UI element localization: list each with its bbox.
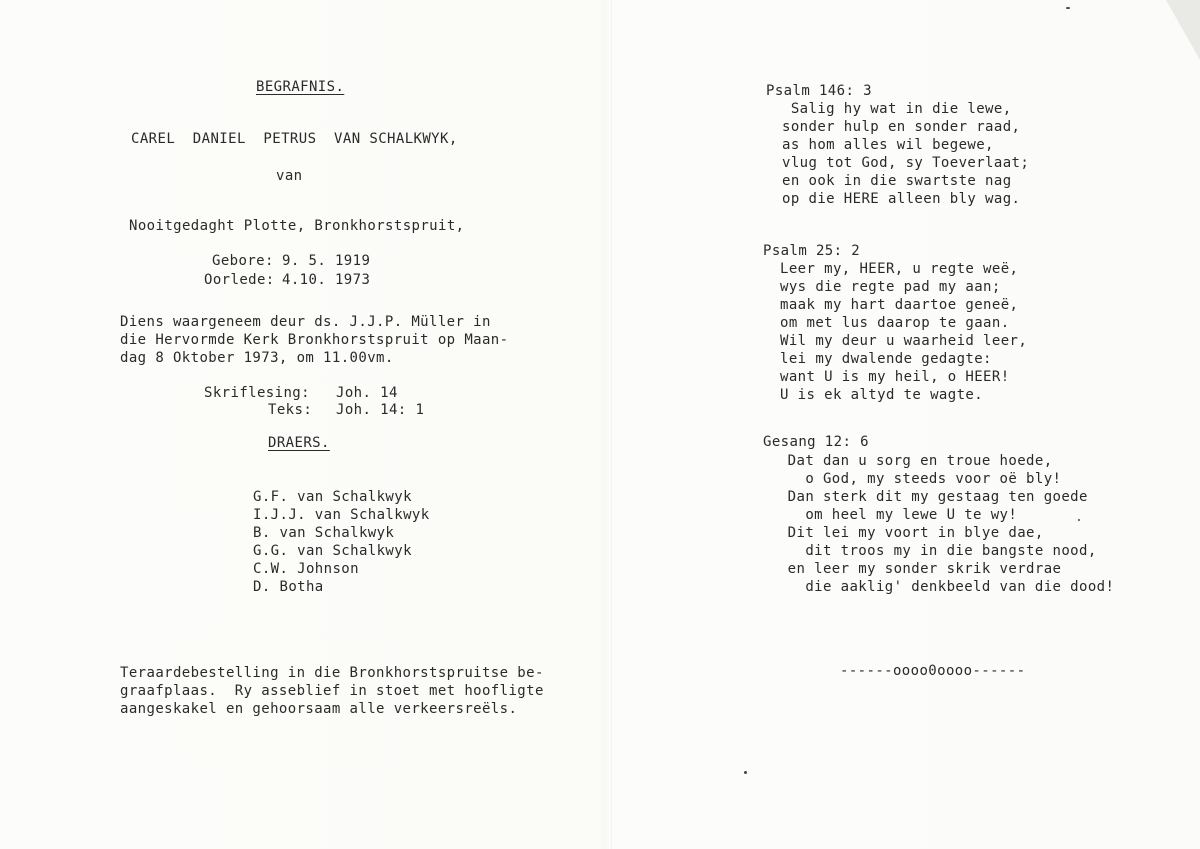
verse-line: vlug tot God, sy Toeverlaat; [782, 155, 1030, 171]
burial-line: graafplaas. Ry asseblief in stoet met hoofligte [120, 683, 544, 699]
bearers-title: DRAERS. [268, 435, 330, 451]
died-date: 4.10. 1973 [282, 272, 371, 288]
service-line: dag 8 Oktober 1973, om 11.00vm. [120, 350, 394, 366]
hymn-verse [770, 452, 1114, 596]
verse-line: as hom alles wil begewe, [782, 137, 994, 153]
verse-line: Leer my, HEER, u regte weë, [780, 261, 1019, 277]
list-item: D. Botha [253, 579, 324, 595]
list-item: C.W. Johnson [253, 561, 359, 577]
hymn-verse [780, 260, 1027, 404]
service-paragraph [120, 313, 508, 367]
paper-speck [744, 771, 747, 774]
verse-line: Dat dan u sorg en troue hoede, [770, 453, 1053, 469]
verse-line: op die HERE alleen bly wag. [782, 191, 1021, 207]
service-line: die Hervormde Kerk Bronkhorstspruit op Maan- [120, 332, 509, 348]
verse-line: en ook in die swartste nag [782, 173, 1012, 189]
verse-line: want U is my heil, o HEER! [780, 369, 1010, 385]
burial-paragraph [120, 664, 544, 718]
document-title: BEGRAFNIS. [256, 79, 345, 95]
deceased-name: CAREL DANIEL PETRUS VAN SCHALKWYK, [131, 131, 458, 147]
verse-line: Dan sterk dit my gestaag ten goede [770, 489, 1088, 505]
hymn-title: Psalm 25: 2 [763, 243, 861, 259]
verse-line: en leer my sonder skrik verdrae [770, 561, 1062, 577]
page-fold [611, 0, 612, 849]
reading-value: Joh. 14 [336, 385, 398, 401]
verse-line: U is ek altyd te wagte. [780, 387, 984, 403]
hymn-title: Psalm 146: 3 [766, 83, 872, 99]
verse-line: om met lus daarop te gaan. [780, 315, 1010, 331]
verse-line: Dit lei my voort in blye dae, [770, 525, 1044, 541]
residence: Nooitgedaght Plotte, Bronkhorstspruit, [129, 218, 465, 234]
text-value: Joh. 14: 1 [336, 402, 425, 418]
verse-line: o God, my steeds voor oë bly! [770, 471, 1062, 487]
verse-line: sonder hulp en sonder raad, [782, 119, 1021, 135]
born-label: Gebore: [212, 253, 274, 269]
died-label: Oorlede: [204, 272, 275, 288]
hymn-verse [782, 100, 1029, 208]
verse-line: dit troos my in die bangste nood, [770, 543, 1097, 559]
verse-line: maak my hart daartoe geneë, [780, 297, 1019, 313]
verse-line: om heel my lewe U te wy! [770, 507, 1018, 523]
end-ornament: ------oooo0oooo------ [840, 663, 1026, 679]
verse-line: Salig hy wat in die lewe, [782, 101, 1012, 117]
reading-label: Skriflesing: [204, 385, 310, 401]
page-corner [1166, 0, 1200, 60]
list-item: G.F. van Schalkwyk [253, 489, 412, 505]
paper-speck [1066, 7, 1070, 9]
verse-line: wys die regte pad my aan; [780, 279, 1001, 295]
text-label: Teks: [268, 402, 313, 418]
verse-line: lei my dwalende gedagte: [780, 351, 992, 367]
list-item: G.G. van Schalkwyk [253, 543, 412, 559]
burial-line: Teraardebestelling in die Bronkhorstspruitse be- [120, 665, 544, 681]
list-item: I.J.J. van Schalkwyk [253, 507, 430, 523]
bearers-list [253, 488, 430, 596]
hymn-title: Gesang 12: 6 [763, 434, 869, 450]
verse-line: Wil my deur u waarheid leer, [780, 333, 1028, 349]
van-word: van [276, 168, 303, 184]
paper-speck [1078, 519, 1080, 521]
service-line: Diens waargeneem deur ds. J.J.P. Müller in [120, 314, 491, 330]
born-date: 9. 5. 1919 [282, 253, 371, 269]
list-item: B. van Schalkwyk [253, 525, 395, 541]
burial-line: aangeskakel en gehoorsaam alle verkeersreëls. [120, 701, 518, 717]
verse-line: die aaklig' denkbeeld van die dood! [770, 579, 1115, 595]
